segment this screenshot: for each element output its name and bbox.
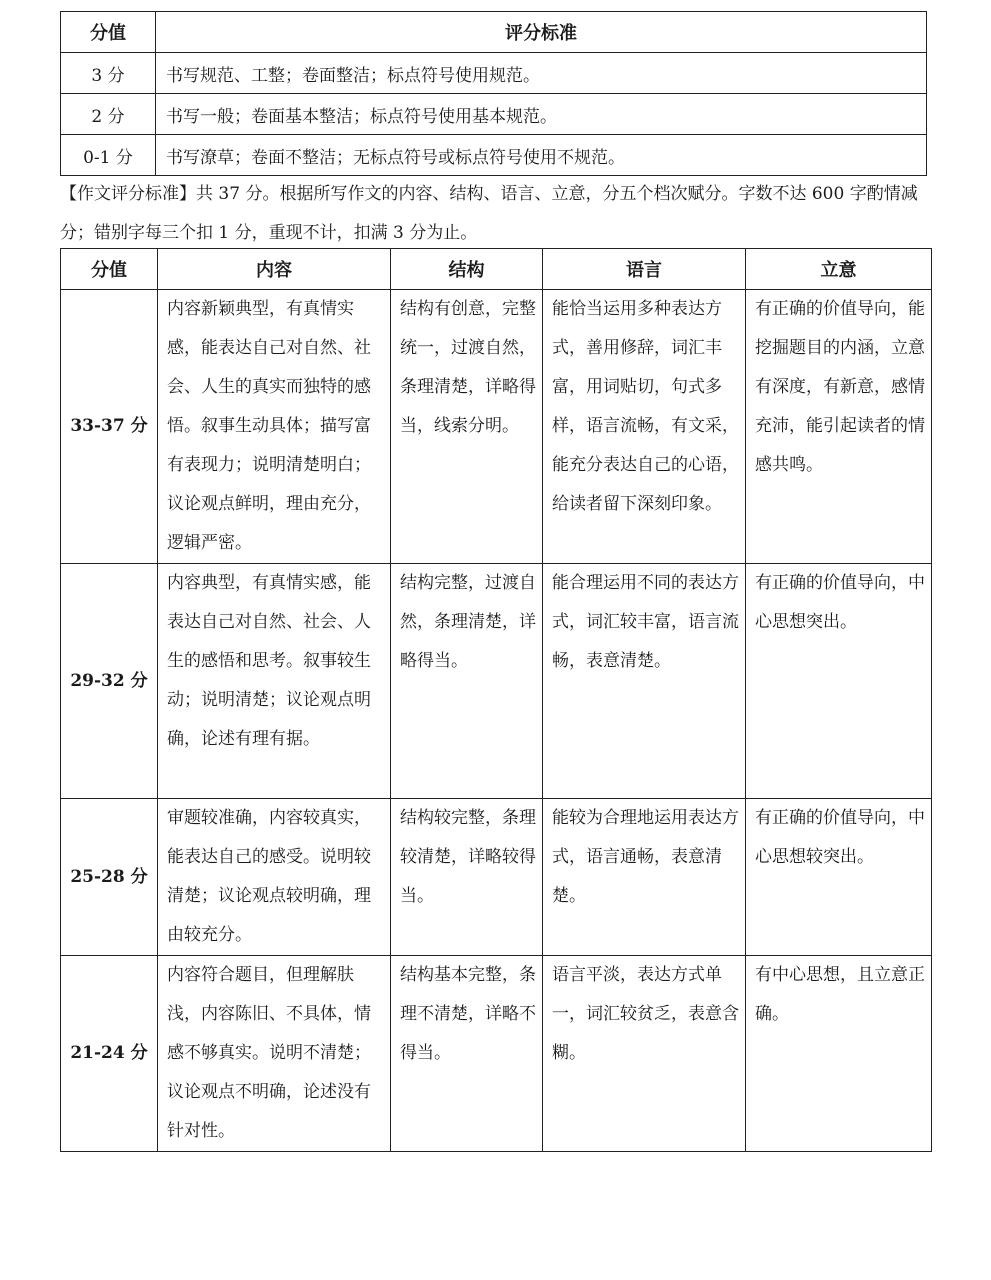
content-cell: 内容新颖典型，有真情实感，能表达自己对自然、社会、人生的真实而独特的感悟。叙事生动具体；描写富有表现力；说明清楚明白；议论观点鲜明，理由充分，逻辑严密。 [158, 290, 391, 564]
content-cell: 内容符合题目，但理解肤浅，内容陈旧、不具体，情感不够真实。说明不清楚；议论观点不明确，论述没有针对性。 [158, 956, 391, 1152]
essay-criteria-paragraph: 【作文评分标准】共 37 分。根据所写作文的内容、结构、语言、立意，分五个档次赋分。字数不达 600 字酌情减分；错别字每三个扣 1 分，重现不计，扣满 3 分为止。 [60, 184, 918, 243]
structure-cell: 结构完整，过渡自然，条理清楚，详略得当。 [391, 564, 543, 799]
table-row [61, 135, 927, 176]
language-cell: 能较为合理地运用表达方式，语言通畅，表意清楚。 [543, 799, 746, 956]
header-score: 分值 [61, 249, 158, 290]
essay-score-table [60, 248, 932, 1152]
header-criteria: 评分标准 [156, 12, 927, 53]
score-cell: 25-28 分 [61, 799, 158, 956]
table-row [61, 94, 927, 135]
header-idea: 立意 [746, 249, 932, 290]
header-language: 语言 [543, 249, 746, 290]
score-cell: 33-37 分 [61, 290, 158, 564]
score-cell: 21-24 分 [61, 956, 158, 1152]
language-cell: 能合理运用不同的表达方式，词汇较丰富，语言流畅，表意清楚。 [543, 564, 746, 799]
structure-cell: 结构有创意，完整统一，过渡自然，条理清楚，详略得当，线索分明。 [391, 290, 543, 564]
score-cell: 29-32 分 [61, 564, 158, 799]
content-cell: 审题较准确，内容较真实，能表达自己的感受。说明较清楚；议论观点较明确，理由较充分。 [158, 799, 391, 956]
table-row [61, 53, 927, 94]
score-cell: 3 分 [61, 53, 156, 94]
header-structure: 结构 [391, 249, 543, 290]
idea-cell: 有中心思想，且立意正确。 [746, 956, 932, 1152]
table-header-row [61, 249, 932, 290]
table-row [61, 956, 932, 1152]
language-cell: 能恰当运用多种表达方式，善用修辞，词汇丰富，用词贴切，句式多样，语言流畅，有文采，能充分表达自己的心语，给读者留下深刻印象。 [543, 290, 746, 564]
header-content: 内容 [158, 249, 391, 290]
table-row [61, 799, 932, 956]
criteria-cell: 书写一般；卷面基本整洁；标点符号使用基本规范。 [156, 94, 927, 135]
header-score: 分值 [61, 12, 156, 53]
table-row [61, 564, 932, 799]
idea-cell: 有正确的价值导向，能挖掘题目的内涵，立意有深度，有新意，感情充沛，能引起读者的情感共鸣。 [746, 290, 932, 564]
content-cell: 内容典型，有真情实感，能表达自己对自然、社会、人生的感悟和思考。叙事较生动；说明清楚；议论观点明确，论述有理有据。 [158, 564, 391, 799]
score-cell: 0-1 分 [61, 135, 156, 176]
writing-score-table [60, 11, 927, 176]
structure-cell: 结构较完整，条理较清楚，详略较得当。 [391, 799, 543, 956]
language-cell: 语言平淡，表达方式单一，词汇较贫乏，表意含糊。 [543, 956, 746, 1152]
idea-cell: 有正确的价值导向，中心思想突出。 [746, 564, 932, 799]
structure-cell: 结构基本完整，条理不清楚，详略不得当。 [391, 956, 543, 1152]
criteria-cell: 书写规范、工整；卷面整洁；标点符号使用规范。 [156, 53, 927, 94]
criteria-cell: 书写潦草；卷面不整洁；无标点符号或标点符号使用不规范。 [156, 135, 927, 176]
score-cell: 2 分 [61, 94, 156, 135]
table-row [61, 290, 932, 564]
idea-cell: 有正确的价值导向，中心思想较突出。 [746, 799, 932, 956]
table-header-row [61, 12, 927, 53]
